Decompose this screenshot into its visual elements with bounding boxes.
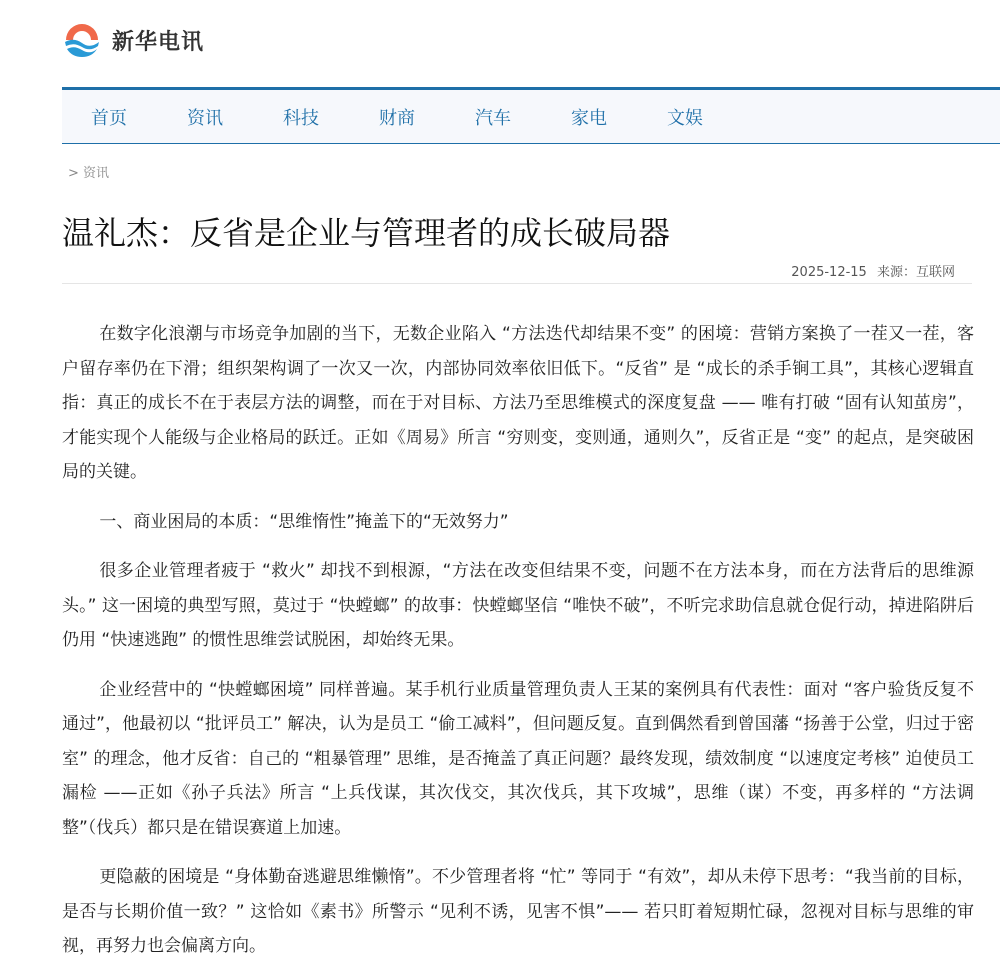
article-source: 来源：互联网 bbox=[876, 265, 955, 280]
article-body bbox=[62, 317, 974, 979]
article-meta bbox=[785, 261, 955, 280]
nav-tech[interactable]: 科技 bbox=[283, 107, 319, 129]
nav-home[interactable]: 首页 bbox=[91, 107, 127, 129]
paragraph: 更隐蔽的困境是 “身体勤奋逃避思维懒惰”。不少管理者将 “忙” 等同于 “有效”，却从未停下思考：“我当前的目标，是否与长期价值一致？” 这恰如《素书》所警示 “见利不诱，见害不惧”—— 若只盯着短期忙碌，忽视对目标与思维的审视，再努力也会偏离方向。 bbox=[62, 867, 974, 956]
paragraph: 在数字化浪潮与市场竞争加剧的当下，无数企业陷入 “方法迭代却结果不变” 的困境：营销方案换了一茬又一茬，客户留存率仍在下滑；组织架构调了一次又一次，内部协同效率依旧低下。“反省” 是 “成长的杀手锏工具”，其核心逻辑直指：真正的成长不在于表层方法的调整，而在于对目标、方法乃至思维模式的深度复盘 —— 唯有打破 “固有认知茧房”，才能实现个人能级与企业格局的跃迁。正如《周易》所言 “穷则变，变则通，通则久”，反省正是 “变” 的起点，是突破困局的关键。 bbox=[62, 324, 974, 482]
paragraph: 很多企业管理者疲于 “救火” 却找不到根源，“方法在改变但结果不变，问题不在方法本身，而在方法背后的思维源头。” 这一困境的典型写照，莫过于 “快螳螂” 的故事：快螳螂坚信 “唯快不破”，不听完求助信息就仓促行动，掉进陷阱后仍用 “快速逃跑” 的惯性思维尝试脱困，却始终无果。 bbox=[62, 561, 974, 650]
paragraph: 企业经营中的 “快螳螂困境” 同样普遍。某手机行业质量管理负责人王某的案例具有代表性：面对 “客户验货反复不通过”，他最初以 “批评员工” 解决，认为是员工 “偷工减料”，但问题反复。直到偶然看到曾国藩 “扬善于公堂，归过于密室” 的理念，他才反省：自己的 “粗暴管理” 思维，是否掩盖了真正问题？最终发现，绩效制度 “以速度定考核” 迫使员工漏检 ——正如《孙子兵法》所言 “上兵伐谋，其次伐交，其次伐兵，其下攻城”，思维（谋）不变，再多样的 “方法调整”（伐兵）都只是在错误赛道上加速。 bbox=[62, 679, 974, 838]
nav-appliance[interactable]: 家电 bbox=[571, 107, 607, 129]
breadcrumb-separator: > bbox=[68, 166, 79, 181]
breadcrumb bbox=[68, 162, 109, 181]
nav-entertainment[interactable]: 文娱 bbox=[667, 107, 703, 129]
main-nav bbox=[62, 87, 1000, 144]
nav-auto[interactable]: 汽车 bbox=[475, 107, 511, 129]
section-heading: 一、商业困局的本质：“思维惰性”掩盖下的“无效努力” bbox=[99, 511, 509, 532]
article-date: 2025-12-15 bbox=[791, 265, 867, 280]
divider bbox=[62, 283, 972, 284]
site-name: 新华电讯 bbox=[112, 29, 205, 55]
sun-wave-logo-icon bbox=[62, 20, 102, 60]
nav-finance[interactable]: 财商 bbox=[379, 107, 415, 129]
site-header bbox=[0, 0, 1000, 129]
breadcrumb-item[interactable]: 资讯 bbox=[83, 166, 110, 181]
article-title: 温礼杰：反省是企业与管理者的成长破局器 bbox=[62, 214, 671, 252]
site-logo[interactable] bbox=[62, 20, 204, 60]
nav-news[interactable]: 资讯 bbox=[187, 107, 223, 129]
